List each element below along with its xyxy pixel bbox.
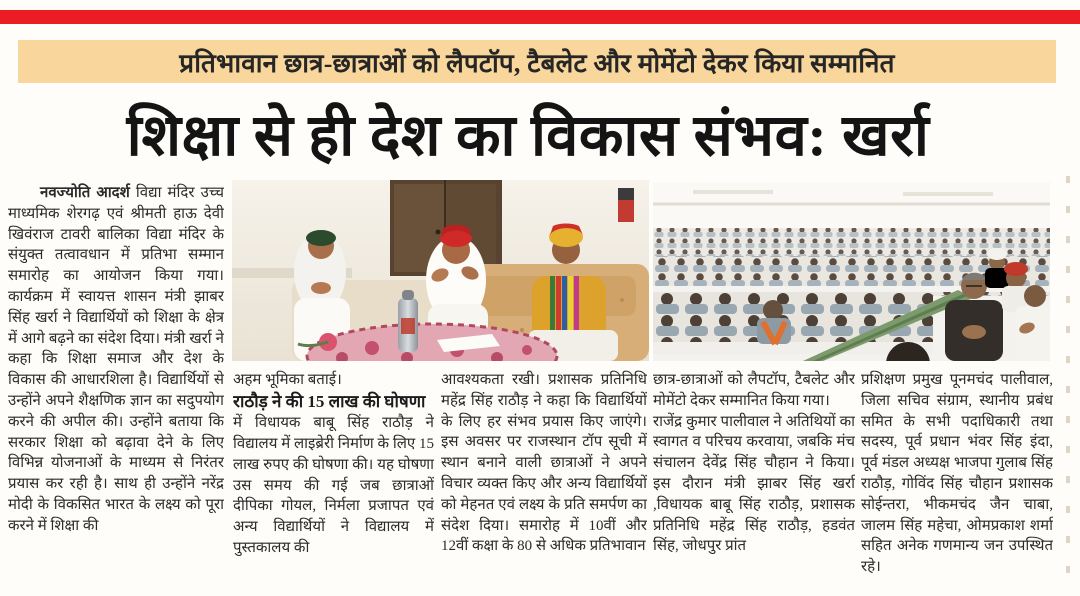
article-paragraph: आवश्यकता रखी। प्रशासक प्रतिनिधि महेंद्र सिंह राठौड़ ने कहा कि विद्यार्थियों के लिए हर संभव प्रयास किए जाएंगे। इस अवसर पर राजस्थान टॉप सूची में स्थान बनाने वाली छात्राओं ने अपने विचार व्यक्त किए और अन्य विद्यार्थियों को मेहनत एवं लक्ष्य के प्रति समर्पण का संदेश दिया। समारोह में 10वीं और 12वीं कक्षा के 80 से अधिक प्रतिभावान [441,372,647,555]
photo-student-audience [653,182,1050,361]
article-column-5 [861,370,1053,583]
article-column-2 [233,370,434,583]
article-paragraph: अहम भूमिका बताई। [233,372,342,388]
photo-guests-on-sofa [232,180,649,361]
article-column-1 [8,183,224,582]
page-edge-fragments [1066,170,1080,596]
photo-right-illustration [653,182,1050,361]
article-column-4 [653,370,855,583]
kicker-bar [18,40,1056,83]
red-top-rule [0,10,1080,24]
article-text: विद्या मंदिर उच्च माध्यमिक शेरगढ़ एवं श्रीमती हाऊ देवी खिवंराज टावरी बालिका विद्या मंदिर के संयुक्त तत्वावधान में प्रतिभा सम्मान समारोह का आयोजन किया गया। कार्यक्रम में स्वायत्त शासन मंत्री झाबर सिंह खर्रा ने विद्यार्थियों को शिक्षा के क्षेत्र में आगे बढ़ने का संदेश दिया। मंत्री खर्रा ने कहा कि शिक्षा समाज और देश के विकास की आधारशिला है। विद्यार्थियों से उन्होंने अपने शैक्षणिक ज्ञान का सदुपयोग करने की अपील की। उन्होंने बताया कि सरकार शिक्षा को बढ़ावा देने के लिए विभिन्न योजनाओं के माध्यम से निरंतर प्रयास कर रही है। साथ ही उन्होंने नरेंद्र मोदी के विकसित भारत के लक्ष्य को पूरा करने में शिक्षा की [8,185,224,534]
article-paragraph [8,183,224,537]
dateline-lead: नवज्योति आदर्श [40,185,130,201]
subheading-rathore-announcement: राठौड़ ने की 15 लाख की घोषणा [233,391,426,411]
article-paragraph: छात्र-छात्राओं को लैपटॉप, टैबलेट और मोमेंटो देकर सम्मानित किया गया। [653,372,855,409]
article-column-3 [441,370,647,583]
article-paragraph: राजेंद्र कुमार पालीवाल ने अतिथियों का स्वागत व परिचय करवाया, जबकि मंच संचालन देवेंद्र सिंह चौहान ने किया। इस दौरान मंत्री झाबर सिंह खर्रा ,विधायक बाबू सिंह राठौड़, प्रशासक प्रतिनिधि महेंद्र सिंह राठौड़, हडवंत सिंह, जोधपुर प्रांत [653,413,855,555]
headline: शिक्षा से ही देश का विकास संभव: खर्रा [126,102,930,168]
kicker-text: प्रतिभावान छात्र-छात्राओं को लैपटॉप, टैबलेट और मोमेंटो देकर किया सम्मानित [179,48,895,78]
article-paragraph: में विधायक बाबू सिंह राठौड़ ने विद्यालय में लाइब्रेरी निर्माण के लिए 15 लाख रुपए की घोषणा की। यह घोषणा उस समय की गई जब छात्राओं दीपिका गोयल, निर्मला प्रजापत एवं अन्य विद्यार्थियों ने विद्यालय में पुस्तकालय की [233,415,434,557]
photo-left-illustration [232,180,649,361]
article-paragraph: प्रशिक्षण प्रमुख पूनमचंद पालीवाल, जिला सचिव संग्राम, स्थानीय प्रबंध समित के सभी पदाधिकारी तथा सदस्य, पूर्व प्रधान भंवर सिंह इंदा, पूर्व मंडल अध्यक्ष भाजपा गुलाब सिंह राठौड़, गोविंद सिंह चौहान प्रशासक सोईन्तरा, भीकमचंद जैन चाबा, जालम सिंह महेचा, ओमप्रकाश शर्मा सहित अनेक गणमान्य जन उपस्थित रहे। [861,372,1053,576]
